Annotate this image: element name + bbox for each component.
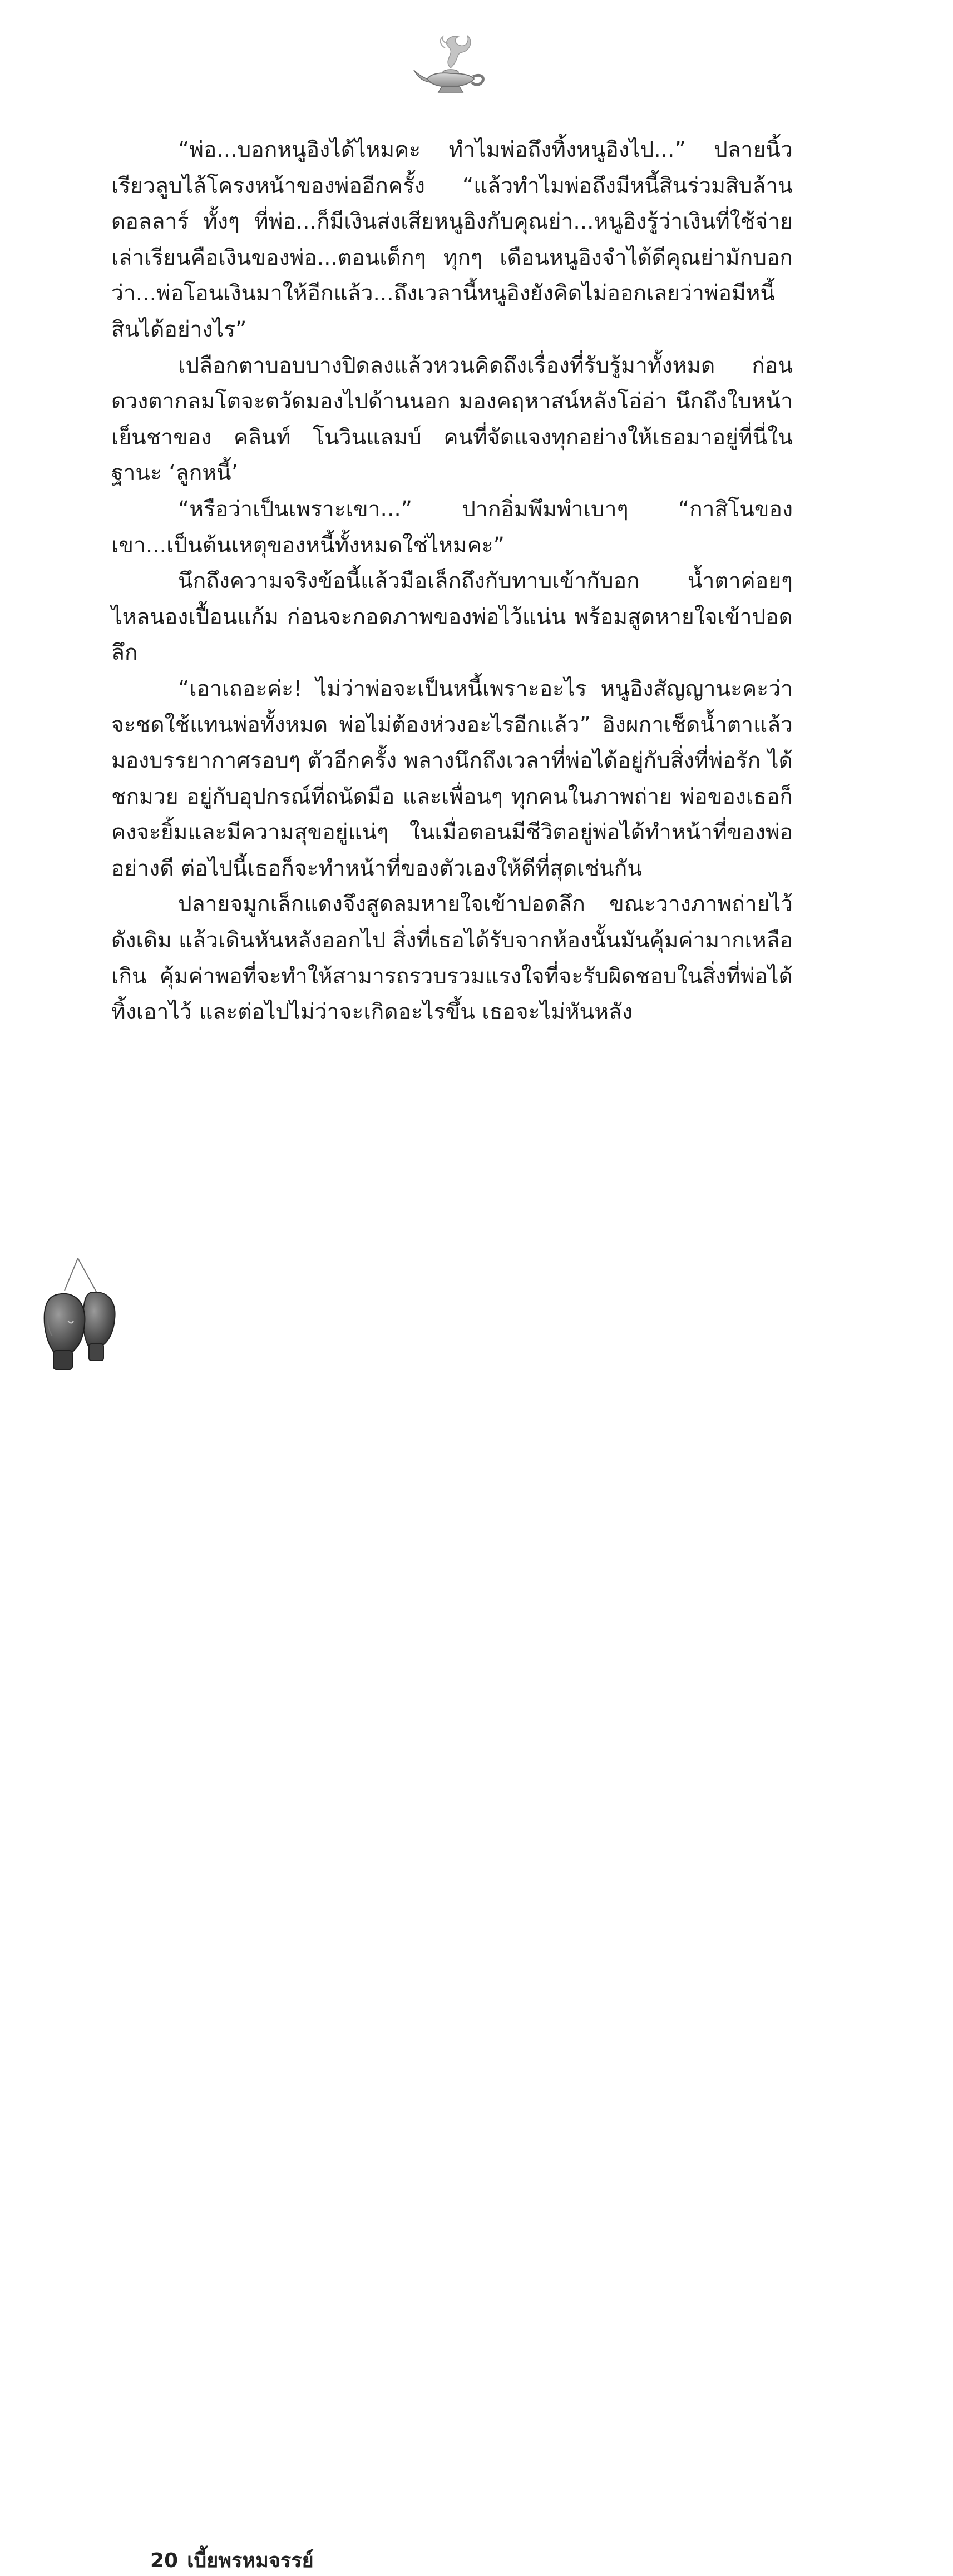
paragraph: ปลายจมูกเล็กแดงจึงสูดลมหายใจเข้าปอดลึก ขณะวางภาพถ่ายไว้ดังเดิม แล้วเดินหันหลังออกไป สิ่งที่เธอได้รับจากห้องนั้นมันคุ้มค่ามากเหลือเกิน คุ้มค่าพอที่จะทำให้สามารถรวบรวมแรงใจที่จะรับผิดชอบในสิ่งที่พ่อได้ทิ้งเอาไว้ และต่อไปไม่ว่าจะเกิดอะไรขึ้น เธอจะไม่หันหลัง (111, 892, 793, 1025)
page-number: 20 (150, 2549, 179, 2572)
book-title: เบี้ยพรหมจรรย์ (187, 2549, 314, 2572)
page-folio (150, 2544, 314, 2576)
paragraph: “หรือว่าเป็นเพราะเขา...” ปากอิ่มพึมพำเบาๆ “กาสิโนของเขา...เป็นต้นเหตุของหนี้ทั้งหมดใช่ไหมคะ” (111, 496, 793, 558)
body-text (111, 132, 793, 1031)
paragraph: “พ่อ...บอกหนูอิงได้ไหมคะ ทำไมพ่อถึงทิ้งหนูอิงไป...” ปลายนิ้วเรียวลูบไล้โครงหน้าของพ่ออีกครั้ง “แล้วทำไมพ่อถึงมีหนี้สินร่วมสิบล้านดอลลาร์ ทั้งๆ ที่พ่อ...ก็มีเงินส่งเสียหนูอิงกับคุณย่า...หนูอิงรู้ว่าเงินที่ใช้จ่ายเล่าเรียนคือเงินของพ่อ...ตอนเด็กๆ ทุกๆ เดือนหนูอิงจำได้ดีคุณย่ามักบอกว่า...พ่อโอนเงินมาให้อีกแล้ว...ถึงเวลานี้หนูอิงยังคิดไม่ออกเลยว่าพ่อมีหนี้สินได้อย่างไร” (111, 137, 793, 342)
paragraph: นึกถึงความจริงข้อนี้แล้วมือเล็กถึงกับทาบเข้ากับอก น้ำตาค่อยๆ ไหลนองเปื้อนแก้ม ก่อนจะกอดภาพของพ่อไว้แน่น พร้อมสูดหายใจเข้าปอดลึก (111, 568, 793, 666)
magic-lamp-icon (412, 29, 490, 96)
boxing-gloves-icon (39, 1258, 134, 1375)
paragraph: “เอาเถอะค่ะ! ไม่ว่าพ่อจะเป็นหนี้เพราะอะไร หนูอิงสัญญานะคะว่าจะชดใช้แทนพ่อทั้งหมด พ่อไม่ต้องห่วงอะไรอีกแล้ว” อิงผกาเช็ดน้ำตาแล้วมองบรรยากาศรอบๆ ตัวอีกครั้ง พลางนึกถึงเวลาที่พ่อได้อยู่กับสิ่งที่พ่อรัก ได้ชกมวย อยู่กับอุปกรณ์ที่ถนัดมือ และเพื่อนๆ ทุกคนในภาพถ่าย พ่อของเธอก็คงจะยิ้มและมีความสุขอยู่แน่ๆ ในเมื่อตอนมีชีวิตอยู่พ่อได้ทำหน้าที่ของพ่ออย่างดี ต่อไปนี้เธอก็จะทำหน้าที่ของตัวเองให้ดีที่สุดเช่นกัน (111, 676, 793, 881)
paragraph: เปลือกตาบอบบางปิดลงแล้วหวนคิดถึงเรื่องที่รับรู้มาทั้งหมด ก่อนดวงตากลมโตจะตวัดมองไปด้านนอก มองคฤหาสน์หลังโอ่อ่า นึกถึงใบหน้าเย็นชาของ คลินท์ โนวินแลมบ์ คนที่จัดแจงทุกอย่างให้เธอมาอยู่ที่นี่ในฐานะ ‘ลูกหนี้’ (111, 353, 793, 486)
page-footer (39, 1258, 428, 2572)
